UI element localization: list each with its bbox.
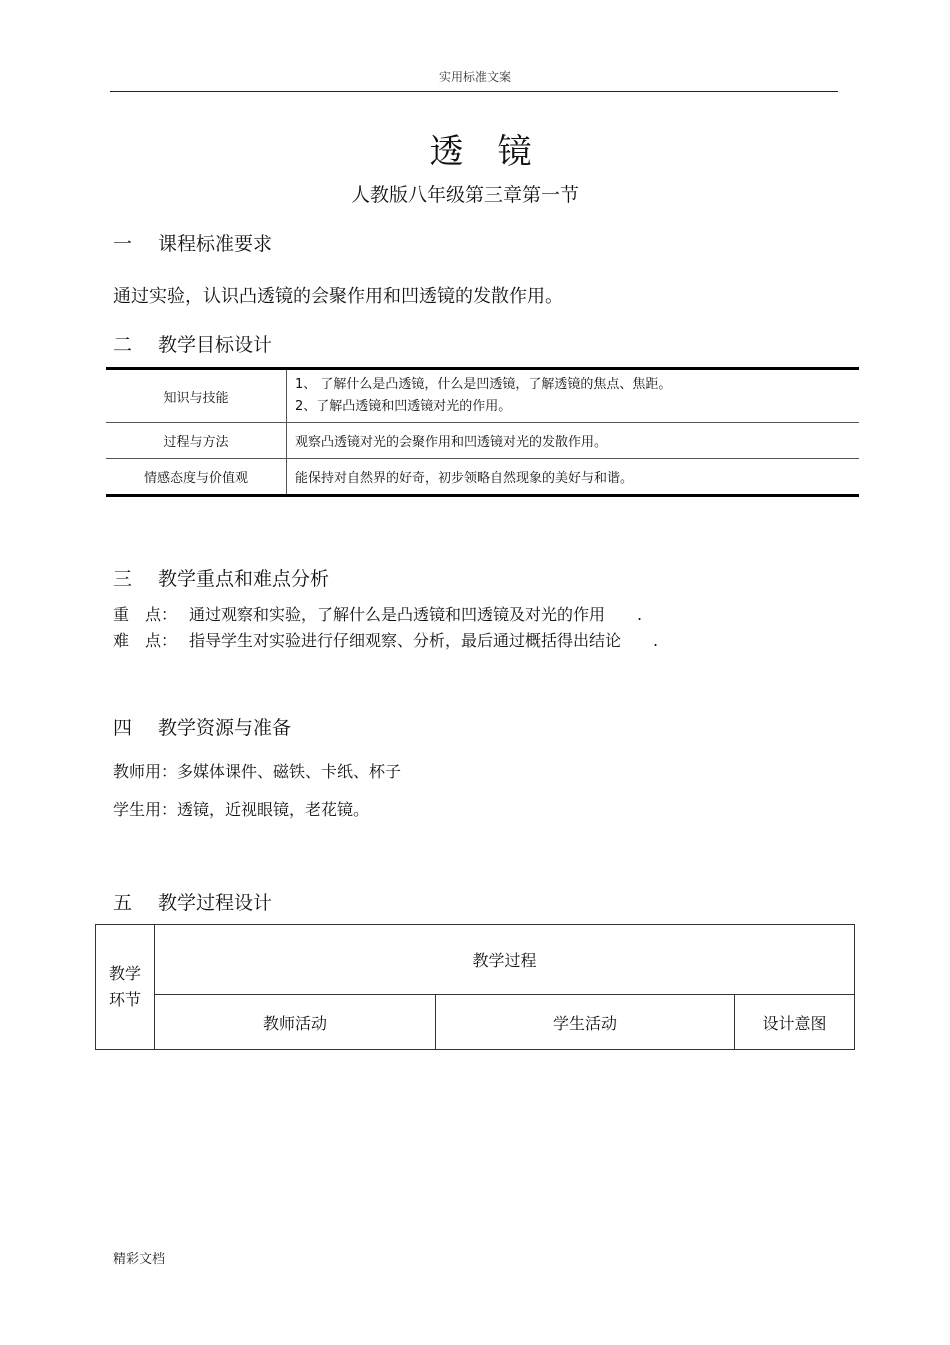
- table-row: [106, 459, 859, 496]
- section-number: 一: [113, 233, 133, 255]
- stage-header-cell: [96, 925, 155, 1050]
- table-row: [96, 995, 855, 1050]
- table-row: [106, 423, 859, 459]
- stage-header-line: 环节: [108, 990, 141, 1009]
- student-resources-line: [113, 797, 369, 820]
- student-activity-header: 学生活动: [436, 995, 735, 1050]
- table-row: [96, 925, 855, 995]
- goal-content: [287, 369, 860, 423]
- section-1-heading: [113, 229, 272, 256]
- teacher-resources-text: 多媒体课件、磁铁、卡纸、杯子: [177, 762, 402, 781]
- section-3-heading: [113, 564, 329, 591]
- difficult-point-line: [113, 628, 658, 651]
- key-point-label: 重 点：: [113, 605, 178, 624]
- goal-line: 1、 了解什么是凸透镜，什么是凹透镜，了解透镜的焦点、焦距。: [295, 377, 672, 392]
- section-5-heading: [113, 888, 272, 915]
- running-footer: 精彩文档: [113, 1252, 166, 1267]
- design-intent-header: 设计意图: [735, 995, 855, 1050]
- goal-label: 知识与技能: [106, 369, 287, 423]
- goal-content: 观察凸透镜对光的会聚作用和凹透镜对光的发散作用。: [287, 423, 860, 459]
- section-number: 三: [113, 568, 133, 590]
- section-number: 二: [113, 334, 133, 356]
- key-point-text: 通过观察和实验，了解什么是凸透镜和凹透镜及对光的作用 .: [189, 605, 643, 624]
- section-4-heading: [113, 713, 291, 740]
- student-resources-text: 透镜，近视眼镜，老花镜。: [177, 800, 370, 819]
- teacher-activity-header: 教师活动: [155, 995, 436, 1050]
- stage-header-line: 教学: [108, 964, 141, 983]
- section-title: 教学过程设计: [158, 892, 273, 914]
- teaching-process-table: [95, 924, 855, 1050]
- key-point-line: [113, 602, 642, 625]
- goal-label: 情感态度与价值观: [106, 459, 287, 496]
- curriculum-requirement-text: 通过实验，认识凸透镜的会聚作用和凹透镜的发散作用。: [113, 286, 563, 307]
- document-title: 透镜: [429, 132, 566, 172]
- goal-line: 2、了解凸透镜和凹透镜对光的作用。: [295, 399, 512, 414]
- teacher-resources-label: 教师用：: [113, 762, 178, 781]
- header-divider: [110, 91, 838, 92]
- difficult-point-text: 指导学生对实验进行仔细观察、分析，最后通过概括得出结论 .: [189, 631, 659, 650]
- student-resources-label: 学生用：: [113, 800, 178, 819]
- running-header: 实用标准文案: [438, 70, 511, 84]
- teacher-resources-line: [113, 759, 401, 782]
- goals-table: [106, 367, 859, 497]
- section-title: 教学目标设计: [158, 334, 273, 356]
- section-2-heading: [113, 330, 272, 357]
- document-subtitle: 人教版八年级第三章第一节: [350, 184, 579, 206]
- difficult-point-label: 难 点：: [113, 631, 178, 650]
- section-title: 课程标准要求: [158, 233, 273, 255]
- section-number: 四: [113, 717, 133, 739]
- goal-content: 能保持对自然界的好奇，初步领略自然现象的美好与和谐。: [287, 459, 860, 496]
- section-title: 教学资源与准备: [158, 717, 292, 739]
- goal-label: 过程与方法: [106, 423, 287, 459]
- section-title: 教学重点和难点分析: [158, 568, 330, 590]
- table-row: [106, 369, 859, 423]
- process-header-cell: 教学过程: [155, 925, 855, 995]
- section-number: 五: [113, 892, 133, 914]
